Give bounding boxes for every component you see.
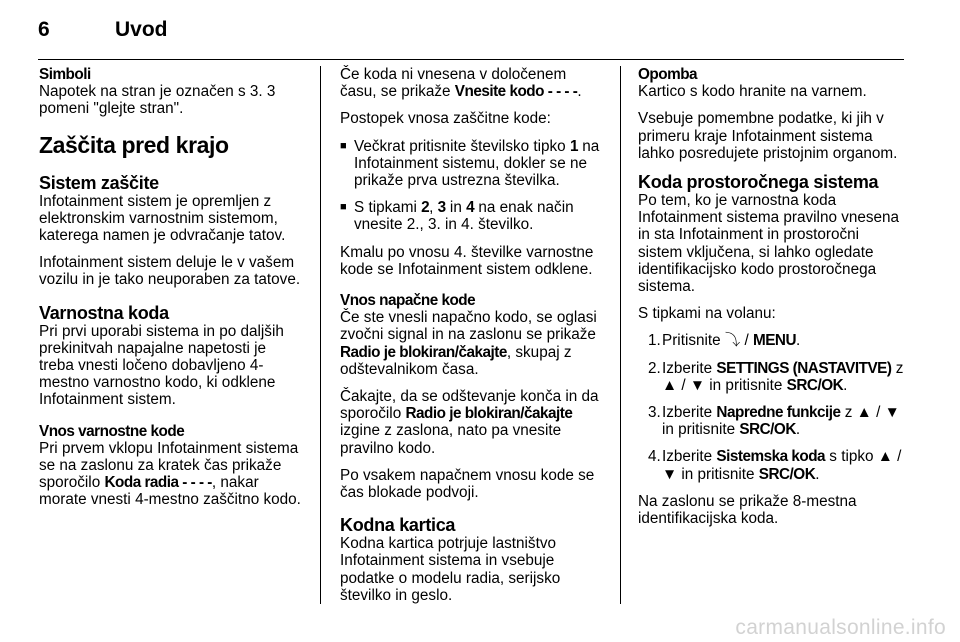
step-text: Pritisnite (662, 332, 725, 350)
koda-radia-message: Koda radia - - - - (104, 474, 212, 492)
varnostna-heading: Varnostna koda (39, 302, 169, 323)
kartica-heading: Kodna kartica (340, 515, 456, 536)
napacne-heading: Vnos napačne kode (340, 292, 476, 310)
wait-paragraph (340, 388, 606, 457)
zascita-heading: Zaščita pred krajo (39, 131, 229, 158)
timeout-paragraph (340, 66, 606, 100)
system-code-option: Sistemska koda (716, 448, 826, 466)
bullet-text: S tipkami (354, 199, 422, 217)
bullet-mark: ■ (340, 201, 347, 214)
step-text: Izberite (662, 448, 717, 466)
watermark: carmanualsonline.info (735, 616, 946, 639)
column-2 (340, 66, 606, 614)
simboli-text: Napotek na stran je označen s 3. 3 pomeni "glejte stran". (39, 83, 276, 118)
step-number: 4. (648, 448, 661, 466)
src-ok-key: SRC/OK (758, 465, 816, 483)
step-text: Izberite (662, 359, 717, 377)
kartica-paragraph: Kodna kartica potrjuje lastništvo Infotainment sistema in vsebuje podatke o modelu radia, serijsko številko in geslo. (340, 535, 561, 604)
column-1 (39, 66, 305, 519)
wait-text: Čakajte, da se odštevanje konča in da sporočilo (340, 388, 599, 423)
bullet-item (340, 138, 606, 190)
bullet-text: , (429, 199, 438, 217)
step-number: 3. (648, 404, 661, 422)
menu-key: MENU (752, 332, 797, 350)
step-text: z ▲ / ▼ in pritisnite (662, 359, 904, 394)
blocked-message: Radio je blokiran/čakajte (340, 343, 507, 361)
step-text: . (795, 421, 801, 439)
bullet-item (340, 199, 606, 233)
opomba-heading: Opomba (638, 66, 698, 83)
step-text: s tipko ▲ / ▼ in pritisnite (662, 448, 902, 483)
key-1: 1 (569, 137, 578, 155)
vnos-heading: Vnos varnostne kode (39, 422, 185, 440)
koda-paragraph-1: Po tem, ko je varnostna koda Infotainment sistema pravilno vnesena in sta Infotainment in prostoročni sistem vključena, si lahko ogledate identifikacijsko kodo prostoročnega sistema. (638, 192, 900, 296)
koda-heading: Koda prostoročnega sistema (638, 172, 879, 193)
step-text: . (843, 376, 848, 394)
step-text: . (796, 332, 801, 350)
src-ok-key: SRC/OK (739, 421, 796, 439)
column-divider (620, 66, 621, 604)
step-3 (638, 404, 906, 438)
double-paragraph: Po vsakem napačnem vnosu kode se čas blokade podvoji. (340, 466, 595, 502)
step-4 (638, 448, 906, 482)
phone-icon: ⤵ (724, 332, 741, 350)
opomba-paragraph-1: Kartico s kodo hranite na varnem. (638, 83, 867, 101)
step-text: / (740, 332, 753, 350)
page-title: Uvod (115, 18, 168, 41)
step-text: z ▲ / ▼ in pritisnite (662, 404, 900, 439)
step-text: Izberite (662, 404, 717, 422)
key-2: 2 (421, 199, 430, 217)
koda-paragraph-3: Na zaslonu se prikaže 8-mestna identifikacijska koda. (638, 492, 857, 528)
simboli-heading: Simboli (39, 66, 91, 83)
varnostna-paragraph: Pri prvi uporabi sistema in po daljših prekinitvah napajalne napetosti je treba vnesti ločeno dobavljeno 4-mestno varnostno kodo, ki odklene Infotainment sistem. (39, 322, 284, 409)
advanced-option: Napredne funkcije (716, 404, 841, 422)
key-3: 3 (437, 199, 446, 217)
vnesite-kodo-message: Vnesite kodo - - - - (454, 83, 578, 101)
bullet-mark: ■ (340, 139, 347, 152)
sistem-paragraph-1: Infotainment sistem je opremljen z elektronskim varnostnim sistemom, katerega namen je odvračanje tatov. (39, 192, 286, 245)
timeout-text-end: . (577, 83, 582, 101)
header-rule (38, 59, 904, 60)
wrong-code-paragraph (340, 309, 606, 378)
step-text: . (815, 465, 820, 483)
vnos-paragraph (39, 440, 305, 509)
koda-paragraph-2: S tipkami na volanu: (638, 305, 776, 323)
column-divider (320, 66, 321, 604)
step-number: 1. (648, 332, 661, 350)
bullet-text: in (445, 199, 467, 217)
blocked-message: Radio je blokiran/čakajte (405, 405, 573, 423)
settings-option: SETTINGS (NASTAVITVE) (716, 359, 892, 377)
step-number: 2. (648, 359, 661, 377)
step-1 (638, 332, 906, 349)
unlock-paragraph: Kmalu po vnosu 4. številke varnostne kode se Infotainment sistem odklene. (340, 243, 594, 278)
sistem-paragraph-2: Infotainment sistem deluje le v vašem vozilu in je tako neuporaben za tatove. (39, 254, 301, 289)
bullet-text: na enak način vnesite 2., 3. in 4. številko. (354, 199, 574, 234)
column-3 (638, 66, 906, 537)
page-number: 6 (38, 18, 50, 41)
timeout-text: Če koda ni vnesena v določenem času, se prikaže (340, 66, 567, 101)
key-4: 4 (466, 199, 475, 217)
wrong-code-text-end: , skupaj z odštevalnikom časa. (340, 343, 572, 378)
wait-text-end: izgine z zaslona, nato pa vnesite pravilno kodo. (340, 422, 562, 457)
step-2 (638, 360, 906, 394)
postopek-paragraph: Postopek vnosa zaščitne kode: (340, 110, 551, 128)
bullet-text: na Infotainment sistemu, dokler se ne prikaže prva ustrezna številka. (354, 137, 600, 190)
sistem-heading: Sistem zaščite (39, 172, 159, 193)
src-ok-key: SRC/OK (786, 376, 844, 394)
vnos-text: Pri prvem vklopu Infotainment sistema se na zaslonu za kratek čas prikaže sporočilo (39, 439, 299, 492)
vnos-text-end: , nakar morate vnesti 4-mestno zaščitno kodo. (39, 474, 301, 509)
opomba-paragraph-2: Vsebuje pomembne podatke, ki jih v primeru kraje Infotainment sistema lahko posredujete pristojnim organom. (638, 110, 898, 162)
bullet-text: Večkrat pritisnite številsko tipko (354, 137, 570, 155)
wrong-code-text: Če ste vnesli napačno kodo, se oglasi zvočni signal in na zaslonu se prikaže (340, 309, 597, 344)
